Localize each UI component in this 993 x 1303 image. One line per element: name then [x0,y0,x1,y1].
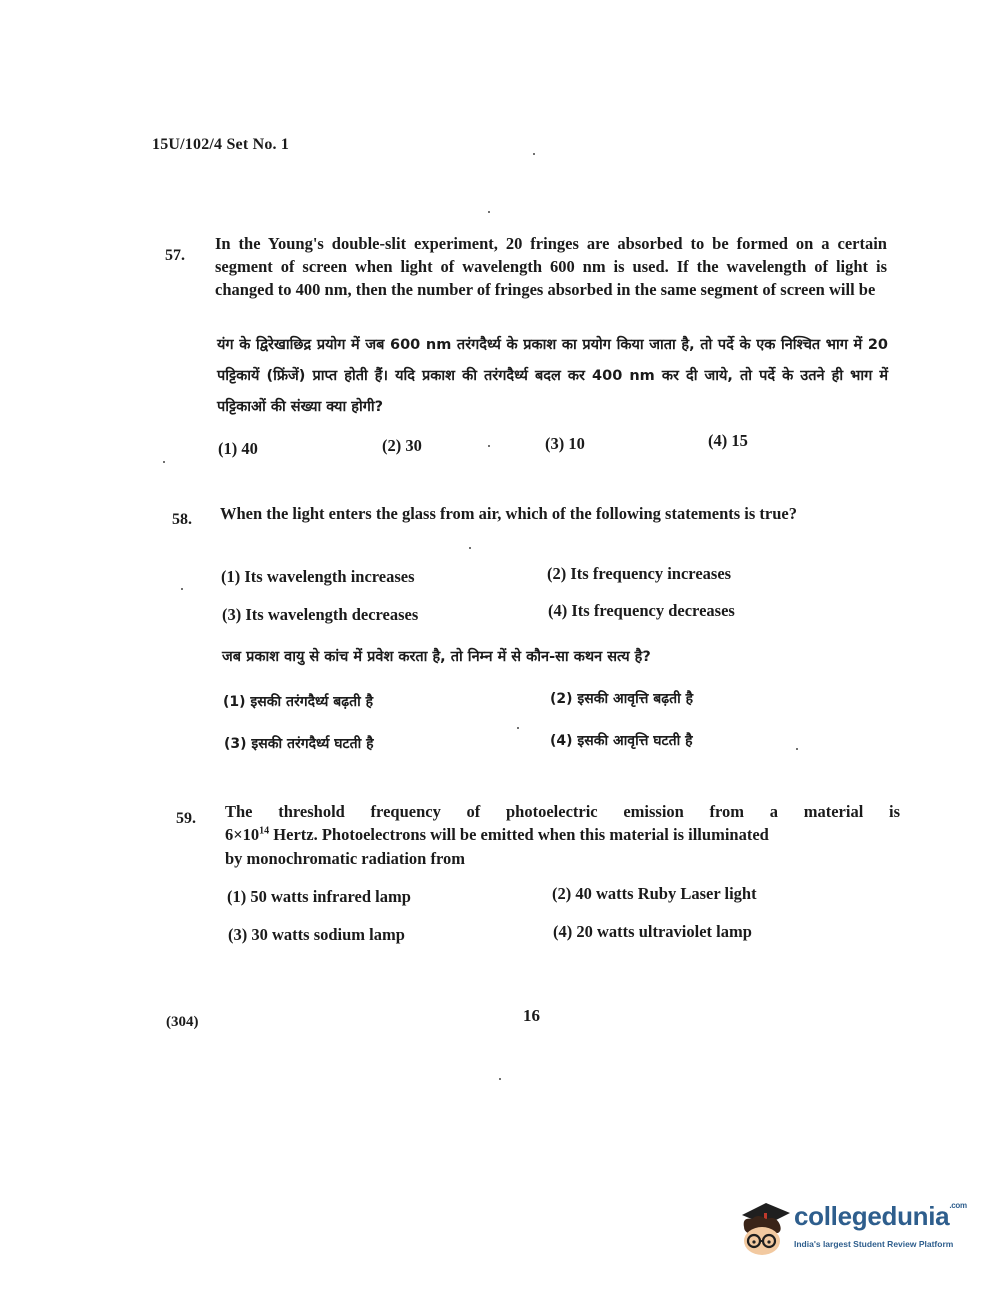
option-2: (2) 30 [382,436,422,455]
question-text-hindi: यंग के द्विरेखाछिद्र प्रयोग में जब 600 nm तरंगदैर्ध्य के प्रकाश का प्रयोग किया जाता है, तो पर्दे के एक निश्चित भाग में 20 पट्टिकायें (फ्रिंजें) प्राप्त होती हैं। यदि प्रकाश की तरंगदैर्ध्य बदल कर 400 nm कर दी जाये, तो पर्दे के उतने ही भाग में पट्टिकाओं की संख्या क्या होगी? [217,337,888,415]
page-number: 16 [523,1006,540,1025]
footer-code: (304) [166,1014,199,1030]
question-text: When the light enters the glass from air, which of the following statements is true? [220,504,798,523]
question-text-hindi: जब प्रकाश वायु से कांच में प्रवेश करता है, तो निम्न में से कौन-सा कथन सत्य है? [222,649,651,665]
option-1-hindi: (1) इसकी तरंगदैर्ध्य बढ़ती है [223,694,374,710]
student-mascot-icon [736,1197,794,1259]
option-1: (1) 40 [218,439,258,458]
option-3-hindi: (3) इसकी तरंगदैर्ध्य घटती है [224,736,374,752]
question-number: 58. [172,511,192,528]
question-text-rest: Hertz. Photoelectrons will be emitted when this material is illuminated [269,825,769,844]
option-4: (4) 20 watts ultraviolet lamp [553,922,752,941]
scan-speck [499,1078,501,1080]
scan-speck [796,748,798,750]
scan-speck [469,547,471,549]
option-2: (2) Its frequency increases [547,564,732,583]
option-3: (3) Its wavelength decreases [222,605,419,624]
question-text-line-2 [225,824,900,846]
option-3: (3) 30 watts sodium lamp [228,925,405,944]
question-number: 59. [176,810,196,827]
question-text-line-3: by monochromatic radiation from [225,849,465,868]
option-3: (3) 10 [545,434,585,453]
scan-speck [181,588,183,590]
question-text: In the Young's double-slit experiment, 20 fringes are absorbed to be formed on a certain segment of screen when light of wavelength 600 nm is used. If the wavelength of light is changed to 400 nm, then the number of fringes absorbed in the same segment of screen will be [215,234,887,299]
scan-speck [163,461,165,463]
paper-code: 15U/102/4 Set No. 1 [152,136,290,153]
option-2: (2) 40 watts Ruby Laser light [552,884,757,903]
scan-speck [488,211,490,213]
option-1: (1) 50 watts infrared lamp [227,887,411,906]
scan-speck [488,445,490,447]
question-text-line-1: The threshold frequency of photoelectric emission from a material is [225,802,900,821]
option-1: (1) Its wavelength increases [221,567,415,586]
question-number: 57. [165,247,185,264]
scan-speck [533,153,535,155]
option-4: (4) Its frequency decreases [548,601,735,620]
logo-name: collegedunia [794,1201,950,1231]
collegedunia-logo [736,1195,966,1265]
scan-speck [517,727,519,729]
option-4-hindi: (4) इसकी आवृत्ति घटती है [550,733,693,749]
option-2-hindi: (2) इसकी आवृत्ति बढ़ती है [550,691,694,707]
frequency-base: 6×10 [225,825,260,844]
logo-tagline: India's largest Student Review Platform [794,1239,954,1249]
option-4: (4) 15 [708,431,748,450]
logo-suffix: .com [949,1201,967,1210]
frequency-exponent: 14 [259,825,270,837]
logo-wordmark [794,1201,967,1232]
